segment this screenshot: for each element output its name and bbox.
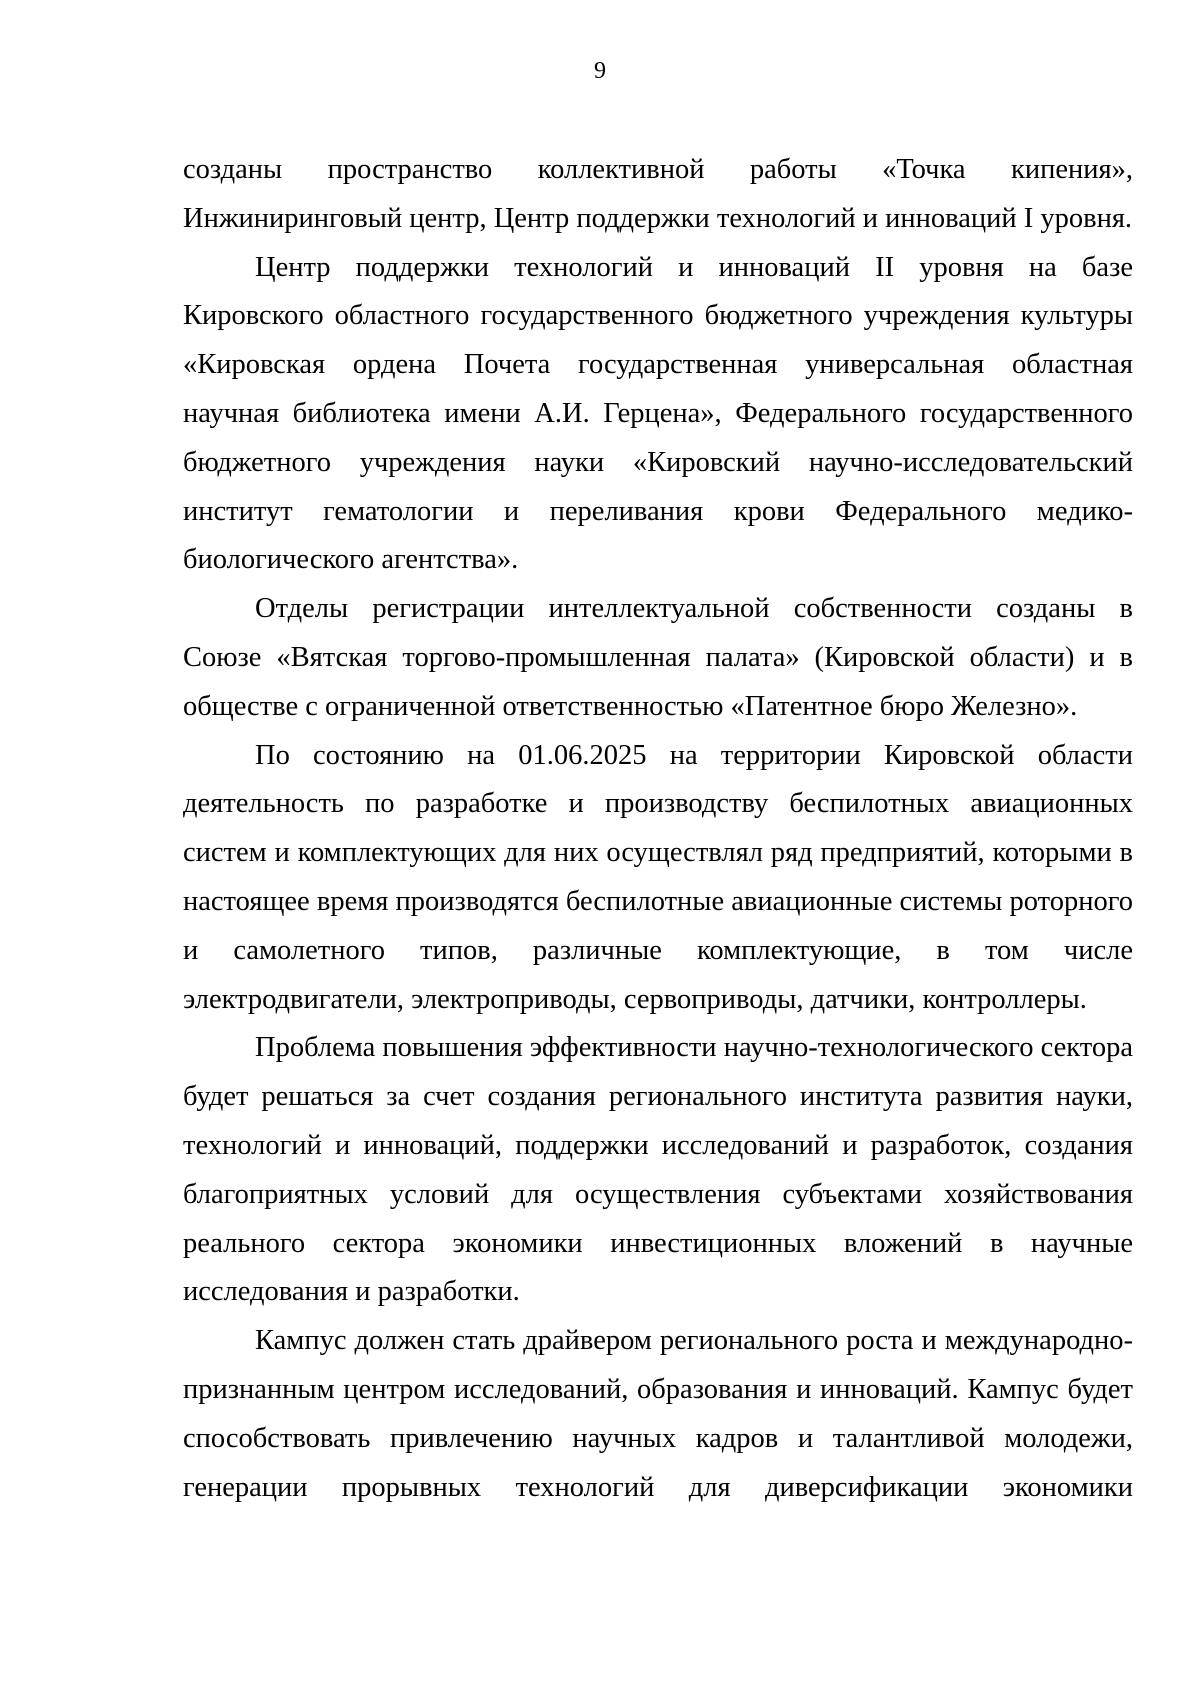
paragraph-1: созданы пространство коллективной работы «Точка кипения», Инжиниринговый центр, Центр поддержки технологий и инноваций I уровня. — [183, 154, 1133, 234]
document-body — [183, 146, 1133, 1512]
paragraph-3: Отделы регистрации интеллектуальной собственности созданы в Союзе «Вятская торгово-промышленная палата» (Кировской области) и в обществе с ограниченной ответственностью «Патентное бюро Железно». — [183, 593, 1133, 722]
paragraph-6: Кампус должен стать драйвером регионального роста и международно-признанным центром исследований, образования и инноваций. Кампус будет способствовать привлечению научных кадров и талантливой молодежи, генерации прорывных технологий для диверсификации экономики — [183, 1325, 1133, 1503]
paragraph-2: Центр поддержки технологий и инноваций II уровня на базе Кировского областного государственного бюджетного учреждения культуры «Кировская ордена Почета государственная универсальная областная научная библиотека имени А.И. Герцена», Федерального государственного бюджетного учреждения науки «Кировский научно-исследовательский институт гематологии и переливания крови Федерального медико-биологического агентства». — [183, 251, 1133, 576]
paragraph-4: По состоянию на 01.06.2025 на территории Кировской области деятельность по разработке и производству беспилотных авиационных систем и комплектующих для них осуществлял ряд предприятий, которыми в настоящее время производятся беспилотные авиационные системы роторного и самолетного типов, различные комплектующие, в том числе электродвигатели, электроприводы, сервоприводы, датчики, контроллеры. — [183, 739, 1133, 1015]
page-number: 9 — [594, 58, 606, 84]
paragraph-5: Проблема повышения эффективности научно-технологического сектора будет решаться за счет создания регионального института развития науки, технологий и инноваций, поддержки исследований и разработок, создания благоприятных условий для осуществления субъектами хозяйствования реального сектора экономики инвестиционных вложений в научные исследования и разработки. — [183, 1032, 1133, 1308]
